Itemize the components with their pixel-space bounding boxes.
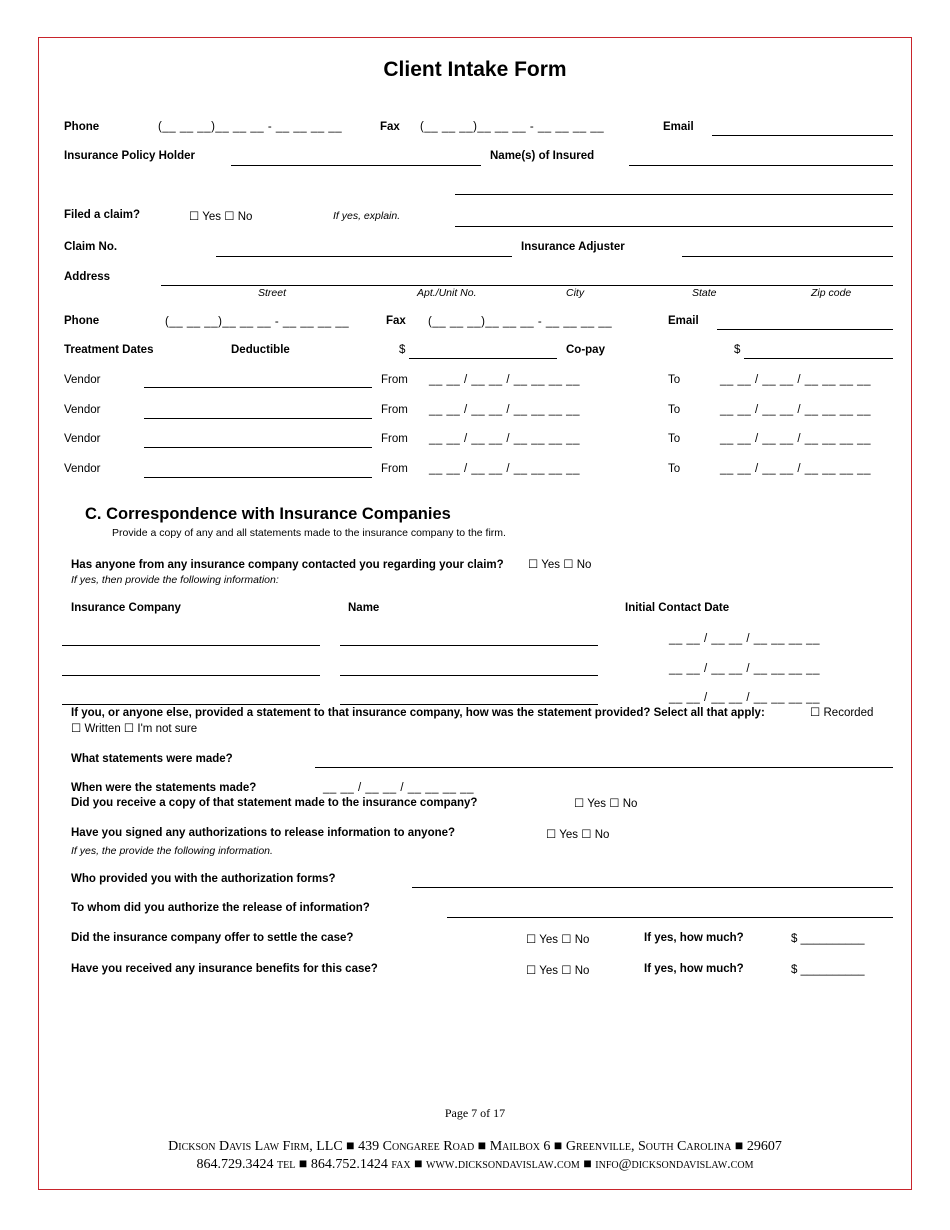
policy-holder-label: Insurance Policy Holder xyxy=(64,150,196,162)
insured-label: Name(s) of Insured xyxy=(490,150,595,162)
section-c-subtext: Provide a copy of any and all statements made to the insurance company to the firm. xyxy=(112,527,506,539)
to-whom-field[interactable] xyxy=(447,917,893,918)
insured-field[interactable] xyxy=(629,165,893,166)
claim-no-field[interactable] xyxy=(216,256,512,257)
contacted-checkboxes[interactable]: ☐ Yes ☐ No xyxy=(528,559,592,571)
footer-address: Dickson Davis Law Firm, LLC ■ 439 Congaree Road ■ Mailbox 6 ■ Greenville, South Carolina ■ 29607 xyxy=(168,1139,782,1154)
fax-label-2: Fax xyxy=(386,315,406,327)
deductible-field[interactable] xyxy=(409,358,557,359)
apt-caption: Apt./Unit No. xyxy=(417,287,477,299)
benefits-how-much-label: If yes, how much? xyxy=(644,963,744,975)
insured-field-extra[interactable] xyxy=(455,194,893,195)
vendor-label: Vendor xyxy=(64,404,101,416)
treatment-dates-label: Treatment Dates xyxy=(64,344,154,356)
email-label: Email xyxy=(663,121,694,133)
fax-field[interactable]: (__ __ __)__ __ __ - __ __ __ __ xyxy=(420,121,605,133)
vendor-field[interactable] xyxy=(144,387,372,388)
contacted-question: Has anyone from any insurance company contacted you regarding your claim? xyxy=(71,559,504,571)
vendor-field[interactable] xyxy=(144,418,372,419)
settle-checkboxes[interactable]: ☐ Yes ☐ No xyxy=(526,934,590,946)
address-label: Address xyxy=(64,271,111,283)
filed-claim-explain-field[interactable] xyxy=(455,226,893,227)
contact-date-field[interactable]: __ __ / __ __ / __ __ __ __ xyxy=(669,663,820,675)
deductible-label: Deductible xyxy=(231,344,290,356)
copy-received-label: Did you receive a copy of that statement made to the insurance company? xyxy=(71,797,478,809)
address-field[interactable] xyxy=(161,285,893,286)
filed-claim-label: Filed a claim? xyxy=(64,209,141,221)
contacted-note: If yes, then provide the following information: xyxy=(71,574,279,586)
to-date-field[interactable]: __ __ / __ __ / __ __ __ __ xyxy=(720,433,871,445)
to-date-field[interactable]: __ __ / __ __ / __ __ __ __ xyxy=(720,463,871,475)
vendor-field[interactable] xyxy=(144,477,372,478)
statement-recorded-checkbox[interactable]: ☐ Recorded xyxy=(810,707,874,719)
contact-name-field[interactable] xyxy=(340,675,598,676)
from-date-field[interactable]: __ __ / __ __ / __ __ __ __ xyxy=(429,433,580,445)
contact-name-field[interactable] xyxy=(340,704,598,705)
phone-label: Phone xyxy=(64,121,100,133)
email-label-2: Email xyxy=(668,315,699,327)
initial-contact-date-header: Initial Contact Date xyxy=(625,602,730,614)
from-date-field[interactable]: __ __ / __ __ / __ __ __ __ xyxy=(429,374,580,386)
authorizations-note: If yes, the provide the following information. xyxy=(71,845,273,857)
vendor-field[interactable] xyxy=(144,447,372,448)
benefits-checkboxes[interactable]: ☐ Yes ☐ No xyxy=(526,965,590,977)
copay-dollar: $ xyxy=(734,344,741,356)
city-caption: City xyxy=(566,287,585,299)
what-statements-label: What statements were made? xyxy=(71,753,233,765)
insurance-company-field[interactable] xyxy=(62,645,320,646)
settle-how-much-label: If yes, how much? xyxy=(644,932,744,944)
vendor-label: Vendor xyxy=(64,374,101,386)
state-caption: State xyxy=(692,287,717,299)
authorizations-checkboxes[interactable]: ☐ Yes ☐ No xyxy=(546,829,610,841)
claim-no-label: Claim No. xyxy=(64,241,118,253)
phone-field[interactable]: (__ __ __)__ __ __ - __ __ __ __ xyxy=(158,121,343,133)
from-date-field[interactable]: __ __ / __ __ / __ __ __ __ xyxy=(429,404,580,416)
contact-date-field[interactable]: __ __ / __ __ / __ __ __ __ xyxy=(669,692,820,704)
contact-name-field[interactable] xyxy=(340,645,598,646)
contact-date-field[interactable]: __ __ / __ __ / __ __ __ __ xyxy=(669,633,820,645)
footer-contact: 864.729.3424 tel ■ 864.752.1424 fax ■ www.dicksondavislaw.com ■ info@dicksondavislaw.com xyxy=(196,1157,754,1172)
email-field-2[interactable] xyxy=(717,329,893,330)
what-statements-field[interactable] xyxy=(315,767,893,768)
fax-field-2[interactable]: (__ __ __)__ __ __ - __ __ __ __ xyxy=(428,316,613,328)
from-date-field[interactable]: __ __ / __ __ / __ __ __ __ xyxy=(429,463,580,475)
statement-method-options[interactable]: ☐ Written ☐ I'm not sure xyxy=(71,723,198,735)
who-provided-field[interactable] xyxy=(412,887,893,888)
name-header: Name xyxy=(348,602,380,614)
to-label: To xyxy=(668,404,681,416)
from-label: From xyxy=(381,374,408,386)
street-caption: Street xyxy=(258,287,287,299)
to-label: To xyxy=(668,433,681,445)
filed-claim-explain-label: If yes, explain. xyxy=(333,210,401,222)
copay-field[interactable] xyxy=(744,358,893,359)
copay-label: Co-pay xyxy=(566,344,605,356)
fax-label: Fax xyxy=(380,121,400,133)
insurance-company-field[interactable] xyxy=(62,675,320,676)
to-whom-label: To whom did you authorize the release of information? xyxy=(71,902,370,914)
adjuster-label: Insurance Adjuster xyxy=(521,241,625,253)
authorizations-label: Have you signed any authorizations to release information to anyone? xyxy=(71,827,456,839)
insurance-company-header: Insurance Company xyxy=(71,602,181,614)
email-field[interactable] xyxy=(712,135,893,136)
to-date-field[interactable]: __ __ / __ __ / __ __ __ __ xyxy=(720,404,871,416)
vendor-label: Vendor xyxy=(64,433,101,445)
zip-caption: Zip code xyxy=(811,287,852,299)
insurance-company-field[interactable] xyxy=(62,704,320,705)
from-label: From xyxy=(381,433,408,445)
adjuster-field[interactable] xyxy=(682,256,893,257)
vendor-label: Vendor xyxy=(64,463,101,475)
from-label: From xyxy=(381,404,408,416)
deductible-dollar: $ xyxy=(399,344,406,356)
when-statements-field[interactable]: __ __ / __ __ / __ __ __ __ xyxy=(323,782,474,794)
to-date-field[interactable]: __ __ / __ __ / __ __ __ __ xyxy=(720,374,871,386)
to-label: To xyxy=(668,463,681,475)
statement-method-question: If you, or anyone else, provided a statement to that insurance company, how was the statement provided? Select all that apply: xyxy=(71,707,765,719)
page-number: Page 7 of 17 xyxy=(444,1106,506,1120)
page-title: Client Intake Form xyxy=(383,58,567,81)
copy-received-checkboxes[interactable]: ☐ Yes ☐ No xyxy=(574,798,638,810)
settle-amount-field[interactable]: $ __________ xyxy=(791,933,865,945)
policy-holder-field[interactable] xyxy=(231,165,481,166)
phone-field-2[interactable]: (__ __ __)__ __ __ - __ __ __ __ xyxy=(165,316,350,328)
phone-label-2: Phone xyxy=(64,315,100,327)
when-statements-label: When were the statements made? xyxy=(71,782,257,794)
filed-claim-checkboxes[interactable]: ☐ Yes ☐ No xyxy=(189,211,253,223)
from-label: From xyxy=(381,463,408,475)
section-c-heading: C. Correspondence with Insurance Companies xyxy=(85,505,451,523)
to-label: To xyxy=(668,374,681,386)
settle-label: Did the insurance company offer to settle the case? xyxy=(71,932,354,944)
benefits-amount-field[interactable]: $ __________ xyxy=(791,964,865,976)
benefits-label: Have you received any insurance benefits for this case? xyxy=(71,963,378,975)
who-provided-label: Who provided you with the authorization forms? xyxy=(71,873,336,885)
